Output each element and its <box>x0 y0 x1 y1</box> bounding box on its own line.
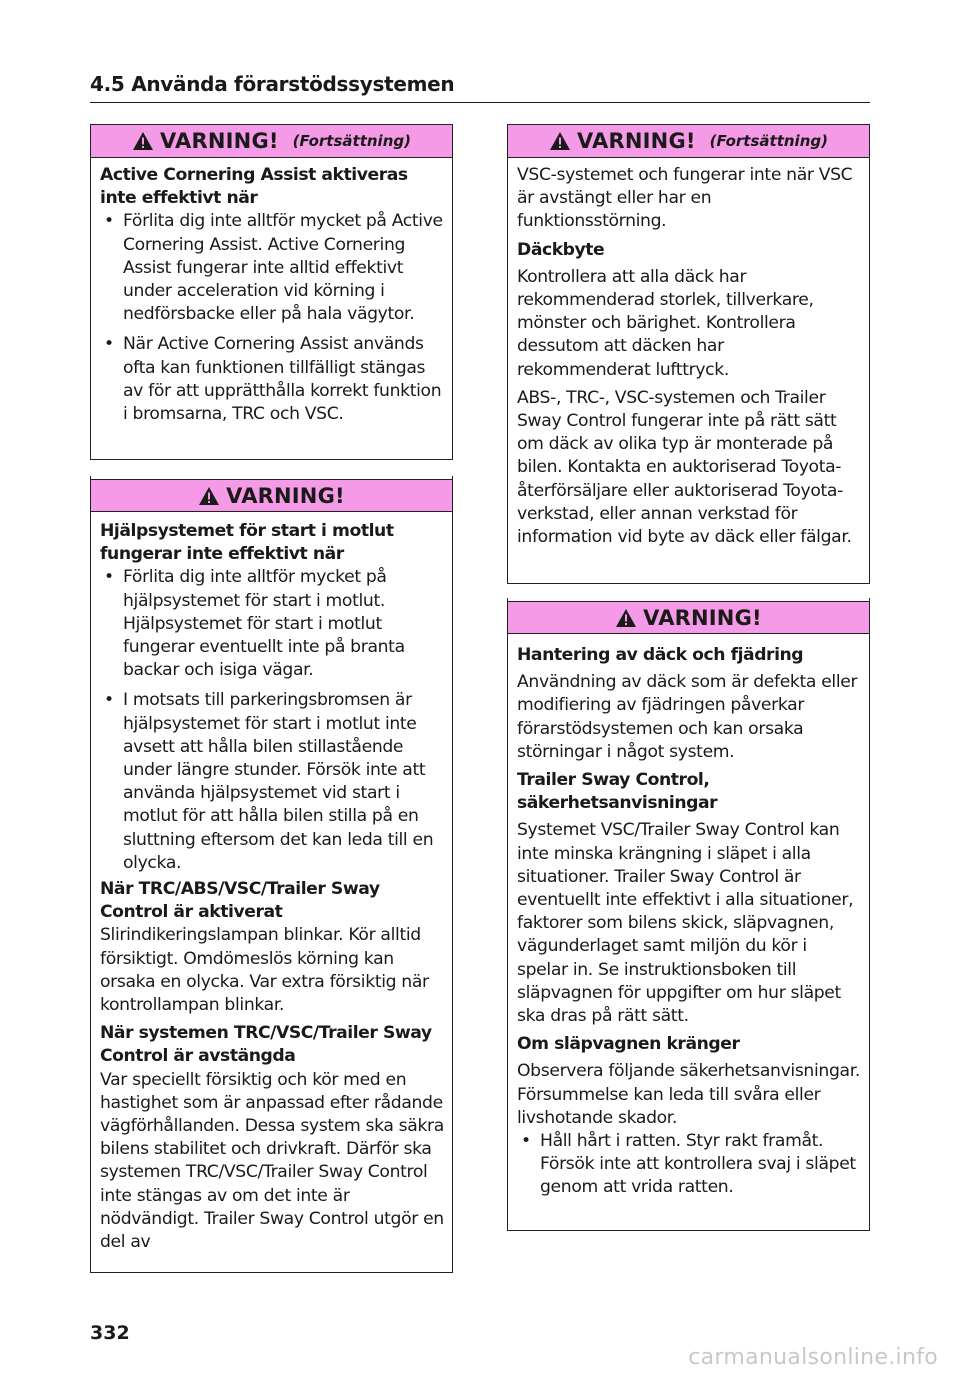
bullet-item: • Förlita dig inte alltför mycket på Active Cornering Assist. Active Cornering Assist fungerar inte alltid effektivt under acceleration vid körning i nedförsbacke eller på hala vägytor. <box>104 211 443 325</box>
warning-triangle-icon <box>549 131 571 151</box>
warning-triangle-icon <box>615 608 637 628</box>
warning-box-continued-left <box>90 124 453 460</box>
warning-header <box>91 479 452 512</box>
heading-trc-active: När TRC/ABS/VSC/Trailer Sway Control är aktiverat <box>100 879 380 923</box>
heading-trc-off: När systemen TRC/VSC/Trailer Sway Control är avstängda <box>100 1023 432 1067</box>
paragraph: Slirindikeringslampan blinkar. Kör alltid försiktigt. Omdömeslös körning kan orsaka en olycka. Var extra försiktig när kontrollampan blinkar. <box>100 925 429 1016</box>
warning-title: VARNING! <box>160 129 279 153</box>
warning-triangle-icon <box>132 131 154 151</box>
bullet-text: I motsats till parkeringsbromsen är hjälpsystemet för start i motlut inte avsett att hålla bilen stillastående under längre stunder. Försök inte att använda hjälpsystemet vid start i motlut för att hålla bilen stilla på en sluttning eftersom det kan leda till en olycka. <box>123 690 434 873</box>
bullet-item: • I motsats till parkeringsbromsen är hjälpsystemet för start i motlut inte avsett att hålla bilen stillastående under längre stunder. Försök inte att använda hjälpsystemet vid start i motlut för att hålla bilen stilla på en sluttning eftersom det kan leda till en olycka. <box>104 690 434 873</box>
heading-trailer-swaying: Om släpvagnen kränger <box>517 1034 740 1055</box>
bullet-item: • När Active Cornering Assist används ofta kan funktionen tillfälligt stängas av för att upprätthålla korrekt funktion i bromsarna, TRC och VSC. <box>104 334 442 425</box>
heading-active-cornering: Active Cornering Assist aktiveras inte effektivt när <box>100 165 408 209</box>
warning-header <box>508 125 869 158</box>
heading-hill-start: Hjälpsystemet för start i motlut fungerar inte effektivt när <box>100 521 394 565</box>
paragraph: Var speciellt försiktig och kör med en hastighet som är anpassad efter rådande vägförhållanden. Dessa system ska säkra bilens stabilitet och drivkraft. Därför ska systemen TRC/VSC/Trailer Sway Control inte stängas av om det inte är nödvändigt. Trailer Sway Control utgör en del av <box>100 1069 444 1253</box>
paragraph: Observera följande säkerhetsanvisningar. Försummelse kan leda till svåra eller livshotande skador. <box>517 1061 860 1128</box>
bullet-text: Förlita dig inte alltför mycket på Active Cornering Assist. Active Cornering Assist fungerar inte alltid effektivt under acceleration vid körning i nedförsbacke eller på hala vägytor. <box>123 211 443 325</box>
paragraph: VSC-systemet och fungerar inte när VSC är avstängt eller har en funktionsstörning. <box>517 165 853 232</box>
bullet-text: Förlita dig inte alltför mycket på hjälpsystemet för start i motlut. Hjälpsystemet för start i motlut fungerar eventuellt inte på branta backar och isiga vägar. <box>123 567 405 681</box>
warning-title: VARNING! <box>643 605 762 630</box>
heading-tyre-suspension: Hantering av däck och fjädring <box>517 645 804 665</box>
paragraph: Kontrollera att alla däck har rekommenderad storlek, tillverkare, mönster och bärighet. Kontrollera dessutom att däcken har rekommenderat lufttryck. <box>517 266 814 380</box>
bullet-text: Håll hårt i ratten. Styr rakt framåt. Försök inte att kontrollera svaj i släpet genom att vrida ratten. <box>540 1131 856 1198</box>
heading-tyre-change: Däckbyte <box>517 239 605 260</box>
warning-title: VARNING! <box>226 483 345 508</box>
continued-label: (Fortsättning) <box>292 132 411 150</box>
warning-header <box>508 601 869 634</box>
warning-box-continued-right <box>507 124 870 584</box>
warning-box-left <box>90 476 453 1273</box>
warning-triangle-icon <box>198 486 220 506</box>
paragraph: Användning av däck som är defekta eller modifiering av fjädringen påverkar förarstödsystemen och kan orsaka störningar i något system. <box>517 672 858 762</box>
section-header: 4.5 Använda förarstödssystemen <box>90 72 870 103</box>
page-number: 332 <box>90 1322 130 1344</box>
warning-box-right <box>507 598 870 1231</box>
bullet-item: • Håll hårt i ratten. Styr rakt framåt. Försök inte att kontrollera svaj i släpet genom att vrida ratten. <box>521 1131 856 1198</box>
continued-label: (Fortsättning) <box>709 132 828 150</box>
paragraph: Systemet VSC/Trailer Sway Control kan inte minska krängning i släpet i alla situationer. Trailer Sway Control är eventuellt inte effektivt i alla situationer, faktorer som bilens skick, släpvagnen, vägunderlaget samt miljön du kör i spelar in. Se instruktionsboken till släpvagnen för uppgifter om hur släpet ska dras på rätt sätt. <box>517 820 854 1027</box>
bullet-text: När Active Cornering Assist används ofta kan funktionen tillfälligt stängas av för att upprätthålla korrekt funktion i bromsarna, TRC och VSC. <box>123 334 442 425</box>
heading-trailer-sway: Trailer Sway Control, säkerhetsanvisningar <box>517 770 718 814</box>
paragraph: ABS-, TRC-, VSC-systemen och Trailer Sway Control fungerar inte på rätt sätt om däck av olika typ är monterade på bilen. Kontakta en auktoriserad Toyota-återförsäljare eller auktoriserad Toyota-verkstad, eller annan verkstad för information vid byte av däck eller fälgar. <box>517 387 852 548</box>
warning-header <box>91 125 452 158</box>
warning-title: VARNING! <box>577 129 696 153</box>
watermark: carmanualsonline.info <box>688 1345 938 1370</box>
bullet-item: • Förlita dig inte alltför mycket på hjälpsystemet för start i motlut. Hjälpsystemet för start i motlut fungerar eventuellt inte på branta backar och isiga vägar. <box>104 567 405 681</box>
